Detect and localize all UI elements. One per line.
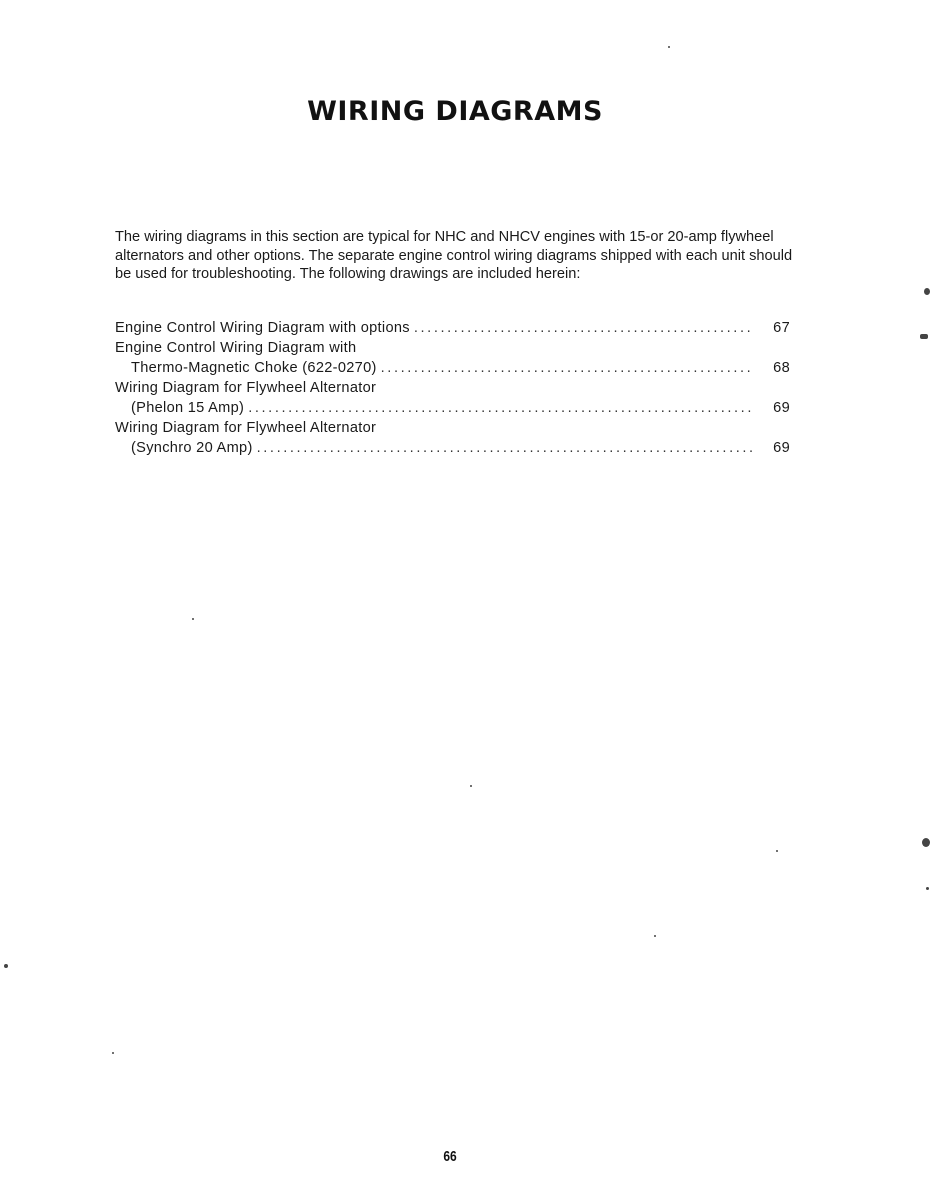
dot-leader	[257, 438, 754, 458]
toc-page-number: 67	[773, 320, 790, 336]
toc-entry-title: Wiring Diagram for Flywheel Alternator	[115, 380, 377, 396]
toc-line	[115, 318, 790, 338]
toc-entry	[115, 318, 790, 338]
toc-line	[115, 378, 790, 398]
dot-leader	[414, 318, 754, 338]
scan-speck	[112, 1052, 114, 1054]
toc-entry	[115, 418, 790, 458]
scan-speck	[920, 334, 928, 339]
scan-speck	[4, 964, 8, 968]
page-number: 66	[443, 1148, 457, 1165]
scan-speck	[192, 618, 194, 620]
scan-speck	[668, 46, 670, 48]
toc-entry	[115, 378, 790, 418]
toc-line-continuation	[115, 358, 790, 378]
scan-speck	[926, 887, 929, 890]
toc-page-number: 69	[773, 440, 790, 456]
scan-speck	[922, 838, 930, 847]
scan-speck	[470, 785, 472, 787]
toc-line	[115, 418, 790, 438]
toc-entry	[115, 338, 790, 378]
toc-entry-title: Engine Control Wiring Diagram with options	[115, 320, 410, 336]
intro-paragraph: The wiring diagrams in this section are typical for NHC and NHCV engines with 15-or 20-amp flywheel alternators and other options. The separate engine control wiring diagrams shipped with each unit should be used for troubleshooting. The following drawings are included herein:	[115, 229, 793, 282]
dot-leader	[381, 358, 754, 378]
toc-line-continuation	[115, 438, 790, 458]
toc-entry-subtitle: (Synchro 20 Amp)	[131, 440, 253, 456]
page-title: WIRING DIAGRAMS	[307, 96, 603, 127]
toc-line	[115, 338, 790, 358]
scan-speck	[654, 935, 656, 937]
toc-entry-title: Engine Control Wiring Diagram with	[115, 340, 357, 356]
toc-page-number: 69	[773, 400, 790, 416]
scan-speck	[924, 288, 930, 295]
scan-speck	[776, 850, 778, 852]
toc-entry-subtitle: Thermo-Magnetic Choke (622-0270)	[131, 360, 377, 376]
toc-page-number: 68	[773, 360, 790, 376]
table-of-contents	[115, 318, 790, 458]
toc-entry-subtitle: (Phelon 15 Amp)	[131, 400, 245, 416]
toc-entry-title: Wiring Diagram for Flywheel Alternator	[115, 420, 377, 436]
toc-line-continuation	[115, 398, 790, 418]
dot-leader	[248, 398, 754, 418]
